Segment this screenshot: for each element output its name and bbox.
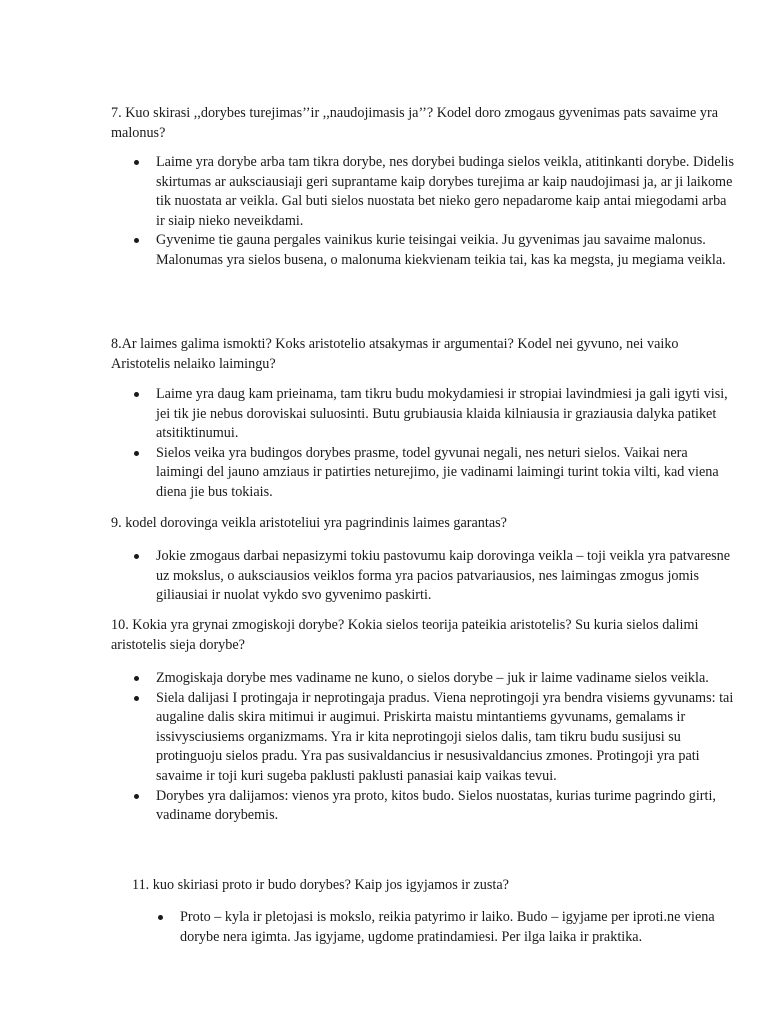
- question-11: 11. kuo skiriasi proto ir budo dorybes? Kaip jos igyjamos ir zusta?: [132, 877, 509, 893]
- list-item: Gyvenime tie gauna pergales vainikus kurie teisingai veikia. Ju gyvenimas jau savaime malonus. Malonumas yra sielos busena, o malonuma kiekvienam teikia tai, kas ka megsta, ju megiama veikla.: [156, 231, 734, 270]
- answer-list-7: [156, 153, 734, 271]
- list-item: Siela dalijasi I protingaja ir neprotingaja pradus. Viena neprotingoji yra bendra visiems gyvunams: tai augaline dalis skira mitimui ir augimui. Priskirta maistu mintantiems gyvunams, gemalams ir issivysciusiems organizmams. Yra ir kita neprotingoji sielos dalis, tam tikru budu susijusi su protinguoju sielos pradu. Yra pas susivaldancius ir nesusivaldancius zmones. Protingoji yra pati savaime ir toji kuri sugeba paklusti paklusti panasiai kaip vaikas tevui.: [156, 689, 734, 787]
- answer-list-11: [180, 908, 732, 947]
- list-item: Sielos veika yra budingos dorybes prasme, todel gyvunai negali, nes neturi sielos. Vaikai nera laimingi del jauno amziaus ir patirties neturejimo, jie vadinami laimingi turint tokia vilti, kad viena diena jie bus tokiais.: [156, 444, 734, 503]
- list-item: Dorybes yra dalijamos: vienos yra proto, kitos budo. Sielos nuostatas, kurias turime pagrindo girti, vadiname dorybemis.: [156, 787, 734, 826]
- answer-list-8: [156, 385, 734, 503]
- list-item: Zmogiskaja dorybe mes vadiname ne kuno, o sielos dorybe – juk ir laime vadiname sielos veikla.: [156, 669, 734, 689]
- list-item: Laime yra daug kam prieinama, tam tikru budu mokydamiesi ir stropiai lavindmiesi ja gali igyti visi, jei tik jie nebus doroviskai suluosinti. Butu grubiausia klaida kilniausia ir graziausia dalyka patiket atsitiktinumui.: [156, 385, 734, 444]
- question-10: 10. Kokia yra grynai zmogiskoji dorybe? Kokia sielos teorija pateikia aristotelis? Su kuria sielos dalimi aristotelis sieja dorybe?: [111, 617, 699, 653]
- question-7: 7. Kuo skirasi ,,dorybes turejimas’’ir ,,naudojimasis ja’’? Kodel doro zmogaus gyvenimas pats savaime yra malonus?: [111, 105, 719, 141]
- question-9: 9. kodel dorovinga veikla aristoteliui yra pagrindinis laimes garantas?: [111, 515, 507, 531]
- answer-list-9: [156, 547, 734, 606]
- list-item: Proto – kyla ir pletojasi is mokslo, reikia patyrimo ir laiko. Budo – igyjame per iproti.ne viena dorybe nera igimta. Jas igyjame, ugdome pratindamiesi. Per ilga laika ir praktika.: [180, 908, 732, 947]
- list-item: Laime yra dorybe arba tam tikra dorybe, nes dorybei budinga sielos veikla, atitinkanti dorybe. Didelis skirtumas ar auksciausiaji geri suprantame kaip dorybes turejima ar kaip naudojimasi ja, ar ji laikome tik nuostata ar veikla. Gal buti sielos nuostata bet nieko gero nepadarome kaip antai miegodami arba ir siaip nieko neveikdami.: [156, 153, 734, 231]
- list-item: Jokie zmogaus darbai nepasizymi tokiu pastovumu kaip dorovinga veikla – toji veikla yra patvaresne uz mokslus, o auksciausios veiklos forma yra pacios patvariausios, nes laimingas zmogus jomis giliausiai ir nuolat vykdo svo gyvenimo paskirti.: [156, 547, 734, 606]
- answer-list-10: [156, 669, 734, 826]
- question-8: 8.Ar laimes galima ismokti? Koks aristotelio atsakymas ir argumentai? Kodel nei gyvuno, nei vaiko Aristotelis nelaiko laimingu?: [111, 336, 679, 372]
